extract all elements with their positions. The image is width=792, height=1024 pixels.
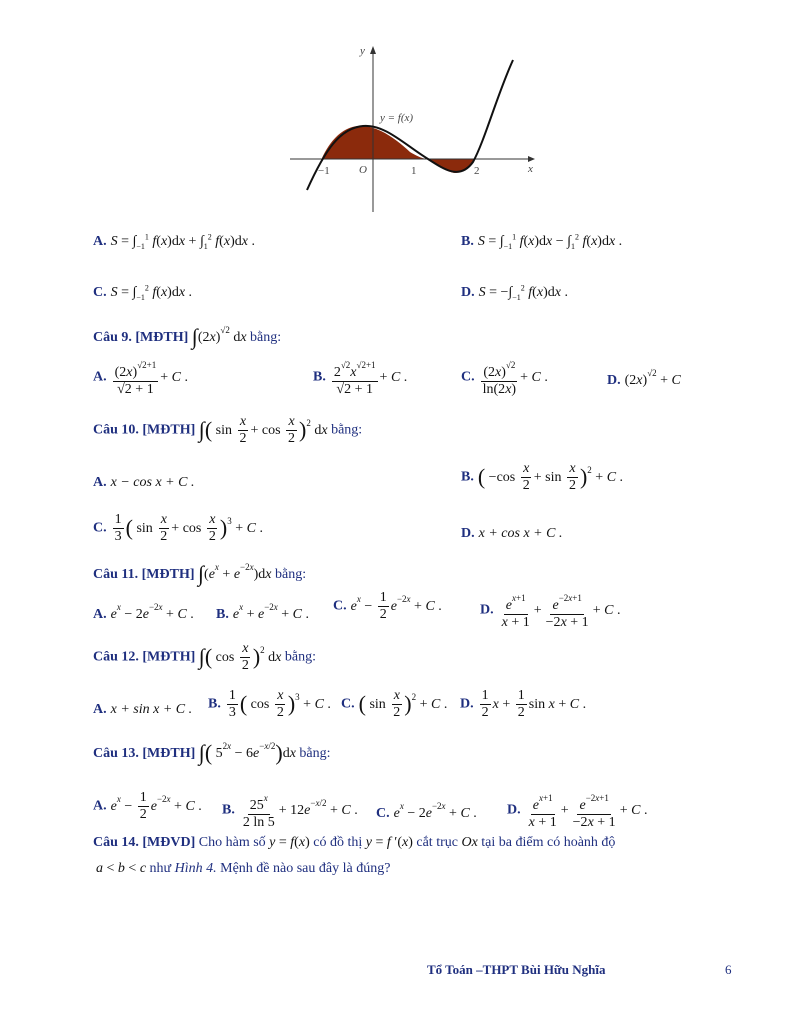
q10-a-formula: x − cos x + C . xyxy=(110,475,195,490)
q8-option-c xyxy=(93,283,192,302)
q13-c-label: C. xyxy=(376,806,390,821)
q12-option-b xyxy=(208,688,331,721)
q14-text3: cắt trục xyxy=(416,835,458,850)
q12-c-label: C. xyxy=(341,696,355,712)
q9-header xyxy=(93,324,281,350)
q9-d-formula: $(2x)^{√2} + C$ xyxy=(624,368,681,388)
q14-deriv: y = f ′(x) xyxy=(365,835,413,850)
q12-b-formula: $\frac{1}{3}$ ( cos $\frac{x}{2}$ )$^3$ + C . xyxy=(228,688,331,720)
q14-text1: Cho hàm số xyxy=(198,835,266,850)
q8-d-label: D. xyxy=(461,285,475,300)
q8-option-b xyxy=(461,232,622,251)
q12-integral: ∫( cos $\frac{x}{2}$ )$^2$ dx xyxy=(198,641,282,673)
q12-suffix: bằng: xyxy=(284,649,316,665)
q9-c-label: C. xyxy=(461,369,475,385)
x-axis-label: x xyxy=(528,163,533,175)
tick-minus1: −1 xyxy=(318,165,330,177)
q12-header xyxy=(93,641,316,674)
q12-a-formula: x + sin x + C . xyxy=(110,702,193,717)
q9-integral: $\int(2x)^{√2}$ dx xyxy=(191,324,247,349)
q11-d-formula: $\frac{e^{x+1}}{x + 1}$ + $\frac{e^{-2x+1}}{-2x + 1}$ + C . xyxy=(498,603,621,618)
q10-option-c xyxy=(93,512,263,545)
q9-option-d xyxy=(607,368,681,389)
q10-b-formula: ( −cos $\frac{x}{2}$ + sin $\frac{x}{2}$ )$^2$ + C . xyxy=(477,461,624,493)
q10-title: Câu 10. [MĐTH] xyxy=(93,422,196,438)
q12-a-label: A. xyxy=(93,702,107,717)
q11-option-d xyxy=(480,590,620,631)
q9-suffix: bằng: xyxy=(250,330,282,345)
x-axis-arrow xyxy=(528,156,535,162)
q9-option-c xyxy=(461,357,548,398)
page-number: 6 xyxy=(725,962,732,977)
tick-2: 2 xyxy=(474,165,480,177)
q14-line2 xyxy=(96,861,390,877)
q9-a-formula: $\frac{(2x)^{√2+1}}{√2 + 1}$ + C . xyxy=(111,370,188,385)
q14-inequality: a < b < c xyxy=(96,861,147,876)
q9-option-b xyxy=(313,357,407,398)
q13-option-b xyxy=(222,790,358,831)
q11-header xyxy=(93,561,306,587)
q10-header xyxy=(93,414,362,447)
q14-text4: tại ba điểm có hoành độ xyxy=(481,835,616,850)
q9-title: Câu 9. [MĐTH] xyxy=(93,330,189,345)
q8-d-formula: $S = -\int_{-1}^2$ f(x)dx . xyxy=(478,283,568,302)
q8-b-label: B. xyxy=(461,234,474,249)
q9-c-formula: $\frac{(2x)^{√2}}{\ln(2x)}$ + C . xyxy=(479,370,548,385)
q10-d-label: D. xyxy=(461,526,475,541)
q11-a-formula: $e^x - 2e^{-2x} + C$ . xyxy=(110,602,194,622)
q8-a-label: A. xyxy=(93,234,107,249)
q10-integral: ∫( sin $\frac{x}{2}$ + cos $\frac{x}{2}$ )$^2$ dx xyxy=(198,414,328,446)
q13-option-c xyxy=(376,801,477,822)
q10-c-formula: $\frac{1}{3}$ ( sin $\frac{x}{2}$ + cos $\frac{x}{2}$ )$^3$ + C . xyxy=(114,512,263,544)
q13-d-formula: $\frac{e^{x+1}}{x + 1}$ + $\frac{e^{-2x+1}}{-2x + 1}$ + C . xyxy=(525,803,648,818)
q11-c-label: C. xyxy=(333,598,347,614)
q13-d-label: D. xyxy=(507,802,521,818)
q11-integral: $\int(e^x + e^{-2x})dx$ xyxy=(198,561,272,586)
q11-d-label: D. xyxy=(480,602,494,618)
q13-header xyxy=(93,740,331,766)
q14-text5: như xyxy=(149,861,172,876)
q10-option-d xyxy=(461,524,562,542)
q12-option-a xyxy=(93,700,192,718)
shaded-area-left xyxy=(322,126,428,159)
q13-b-label: B. xyxy=(222,802,235,818)
q13-option-a xyxy=(93,790,202,823)
q11-option-b xyxy=(216,602,309,623)
q11-b-formula: $e^x + e^{-2x} + C$ . xyxy=(232,602,310,622)
q11-a-label: A. xyxy=(93,607,107,622)
q14-text6: Mệnh đề nào sau đây là đúng? xyxy=(220,861,391,876)
q14-title: Câu 14. [MĐVD] xyxy=(93,835,196,850)
q8-a-formula: $S = \int_{-1}^1$ $f(x)dx + \int_1^2$ f(x)dx . xyxy=(110,232,255,251)
q13-title: Câu 13. [MĐTH] xyxy=(93,746,196,761)
function-graph xyxy=(285,40,545,220)
q12-c-formula: ( sin $\frac{x}{2}$ )$^2$ + C . xyxy=(358,688,448,720)
q8-option-d xyxy=(461,283,568,302)
q13-b-formula: $\frac{25^x}{2 \ln 5}$ + $12e^{-x/2} + C$ . xyxy=(239,803,358,818)
q10-option-a xyxy=(93,473,194,491)
q14-line1 xyxy=(93,835,615,851)
q12-option-c xyxy=(341,688,447,721)
curve xyxy=(307,60,513,190)
y-axis-label: y xyxy=(360,45,365,57)
q10-suffix: bằng: xyxy=(331,422,363,438)
q11-option-a xyxy=(93,602,194,623)
q10-b-label: B. xyxy=(461,469,474,485)
q13-suffix: bằng: xyxy=(299,746,331,761)
q11-suffix: bằng: xyxy=(275,567,307,582)
q12-d-formula: $\frac{1}{2}$ x + $\frac{1}{2}$ sin x + C . xyxy=(481,688,587,720)
q9-option-a xyxy=(93,357,188,398)
q12-title: Câu 12. [MĐTH] xyxy=(93,649,196,665)
q13-c-formula: $e^x - 2e^{-2x} + C$ . xyxy=(393,801,477,821)
q11-b-label: B. xyxy=(216,607,229,622)
q13-a-formula: $e^x$ − $\frac{1}{2}$ $e^{-2x} + C$ . xyxy=(110,790,202,822)
q11-option-c xyxy=(333,590,442,623)
q12-d-label: D. xyxy=(460,696,474,712)
q8-c-formula: $S = \int_{-1}^2$ f(x)dx . xyxy=(110,283,193,302)
q12-b-label: B. xyxy=(208,696,221,712)
q13-option-d xyxy=(507,790,647,831)
q9-d-label: D. xyxy=(607,373,621,388)
q8-b-formula: $S = \int_{-1}^1$ $f(x)dx - \int_1^2$ f(x)dx . xyxy=(477,232,623,251)
q9-a-label: A. xyxy=(93,369,107,385)
tick-1: 1 xyxy=(411,165,417,177)
tick-origin: O xyxy=(359,164,367,176)
y-axis-arrow xyxy=(370,46,376,54)
footer-text: Tổ Toán –THPT Bùi Hữu Nghĩa xyxy=(427,962,606,977)
q11-title: Câu 11. [MĐTH] xyxy=(93,567,195,582)
curve-label: y = f(x) xyxy=(380,112,414,124)
q14-text2: có đồ thị xyxy=(313,835,363,850)
q14-func: y = f(x) xyxy=(269,835,310,850)
q14-axis: Ox xyxy=(461,835,478,850)
q9-b-formula: $\frac{2^{√2}x^{√2+1}}{√2 + 1}$ + C . xyxy=(330,370,407,385)
q10-d-formula: x + cos x + C . xyxy=(478,526,563,541)
q13-a-label: A. xyxy=(93,798,107,814)
q9-b-label: B. xyxy=(313,369,326,385)
q8-c-label: C. xyxy=(93,285,107,300)
q10-option-b xyxy=(461,461,623,494)
q10-a-label: A. xyxy=(93,475,107,490)
q14-figure-ref: Hình 4. xyxy=(174,861,217,876)
q8-option-a xyxy=(93,232,255,251)
q10-c-label: C. xyxy=(93,520,107,536)
q13-integral: ∫( $5^{2x} - 6e^{-x/2})dx$ xyxy=(198,740,296,765)
q11-c-formula: $e^x$ − $\frac{1}{2}$ $e^{-2x} + C$ . xyxy=(350,590,442,622)
q12-option-d xyxy=(460,688,586,721)
